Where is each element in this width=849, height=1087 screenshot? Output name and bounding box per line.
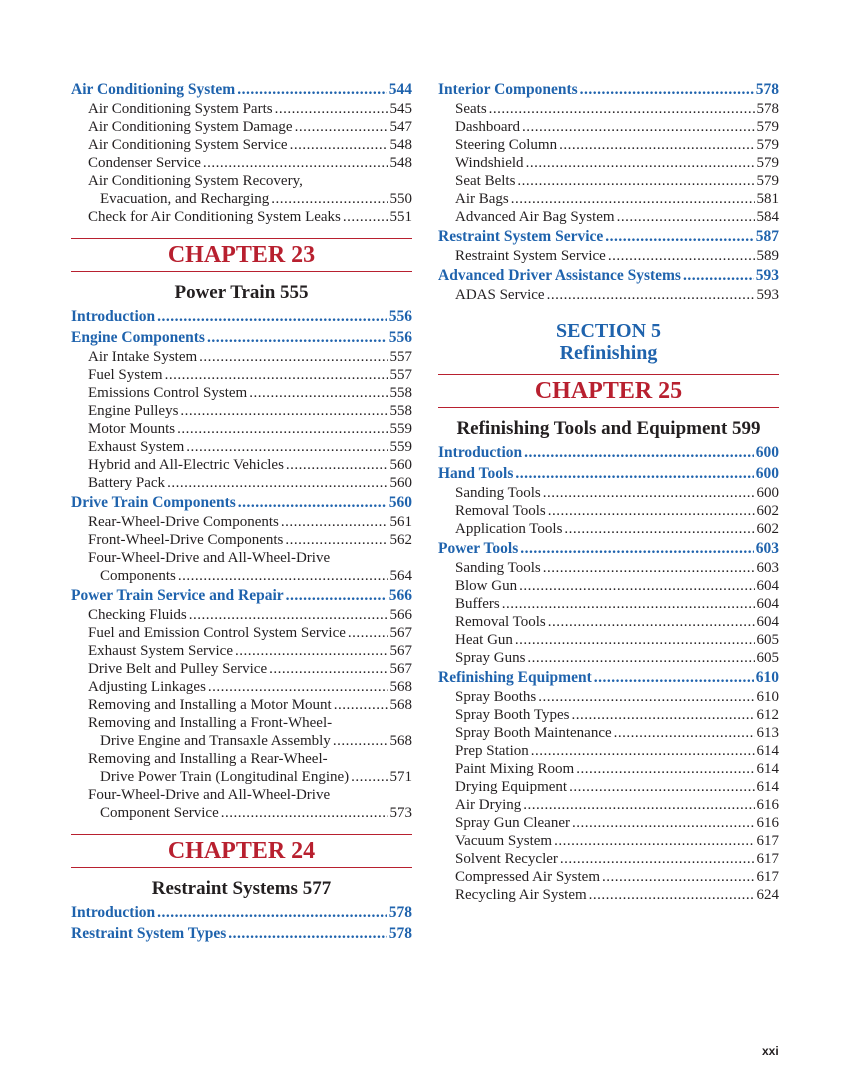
entry-page: 603 [756,560,779,576]
entry-page: 578 [756,101,779,117]
entry-page: 617 [756,869,779,885]
dot-leader [333,732,388,750]
entry-page: 548 [389,137,412,153]
entry-title: Restraint System Types [71,925,227,942]
entry-page: 581 [756,191,779,207]
entry-page: 604 [756,578,779,594]
entry-page: 605 [756,632,779,648]
dot-leader [543,559,755,577]
entry-title: Spray Guns [455,650,526,666]
dot-leader [569,778,754,796]
toc-subentry[interactable] [438,577,779,595]
toc-heading-entry[interactable] [438,442,779,463]
toc-subentry[interactable] [438,502,779,520]
toc-subentry[interactable] [71,438,412,456]
entry-page: 578 [388,904,412,921]
entry-title: Dashboard [455,119,520,135]
entry-title: Battery Pack [88,475,166,491]
toc-subentry[interactable] [438,886,779,904]
entry-title: Steering Column [455,137,558,153]
toc-subentry[interactable] [438,706,779,724]
toc-subentry-continued[interactable] [71,732,412,750]
entry-page: 624 [756,887,779,903]
entry-title: Recycling Air System [455,887,587,903]
dot-leader [178,567,388,585]
dot-leader [517,172,754,190]
entry-title: Spray Booth Maintenance [455,725,612,741]
toc-heading-entry[interactable] [71,902,412,923]
entry-title: Air Intake System [88,349,198,365]
entry-title: Drive Belt and Pulley Service [88,661,268,677]
entry-title: ADAS Service [455,287,545,303]
toc-subentry[interactable] [438,190,779,208]
toc-subentry[interactable] [438,595,779,613]
dot-leader [594,667,754,688]
entry-page: 589 [756,248,779,264]
entry-page: 556 [388,329,412,346]
entry-page: 566 [389,607,412,623]
section-title-line: Refinishing [559,342,658,364]
entry-page: 610 [755,669,779,686]
dot-leader [177,420,387,438]
entry-title: Front-Wheel-Drive Components [88,532,284,548]
entry-title: Restraint System Service [455,248,606,264]
entry-page: 556 [388,308,412,325]
toc-heading-entry[interactable] [71,79,412,100]
entry-title: Introduction [71,904,156,921]
entry-page: 573 [389,805,412,821]
entry-title: Air Conditioning System Damage [88,119,293,135]
dot-leader [526,154,755,172]
dot-leader [157,306,387,327]
entry-title: Removing and Installing a Motor Mount [88,697,332,713]
entry-page: 557 [389,349,412,365]
entry-title: Interior Components [438,81,578,98]
toc-subentry[interactable] [71,642,412,660]
toc-heading-entry[interactable] [71,306,412,327]
entry-page: 560 [389,457,412,473]
entry-page: 568 [389,697,412,713]
dot-leader [602,868,755,886]
entry-title: Buffers [455,596,500,612]
entry-title: Seats [455,101,487,117]
toc-subentry-continued[interactable] [71,768,412,786]
toc-subentry[interactable] [71,402,412,420]
dot-leader [207,327,387,348]
chapter-subtitle: Restraint Systems 577 [151,878,332,899]
entry-title: Fuel System [88,367,163,383]
toc-subentry[interactable] [71,154,412,172]
entry-page: 547 [389,119,412,135]
entry-page: 616 [756,815,779,831]
entry-page: 616 [756,797,779,813]
entry-page: 550 [389,191,412,207]
entry-title: Condenser Service [88,155,201,171]
toc-heading-entry[interactable] [438,463,779,484]
entry-page: 600 [756,485,779,501]
dot-leader [334,696,388,714]
dot-leader [167,474,387,492]
entry-title: Power Tools [438,540,519,557]
toc-subentry[interactable] [71,100,412,118]
toc-heading-entry[interactable] [71,923,412,944]
toc-subentry[interactable] [71,474,412,492]
toc-subentry[interactable] [71,348,412,366]
toc-subentry[interactable] [71,531,412,549]
section-title-line: SECTION 5 [555,320,662,342]
toc-subentry[interactable] [438,814,779,832]
entry-title: Engine Pulleys [88,403,179,419]
dot-leader [343,208,388,226]
entry-page: 551 [389,209,412,225]
entry-title: Removal Tools [455,614,546,630]
toc-subentry[interactable] [71,678,412,696]
entry-page: 614 [756,779,779,795]
dot-leader [524,442,754,463]
toc-subentry[interactable] [71,420,412,438]
entry-page: 568 [389,679,412,695]
entry-title: Sanding Tools [455,485,541,501]
dot-leader [522,118,755,136]
toc-heading-entry[interactable] [71,585,412,606]
entry-title: Refinishing Equipment [438,669,592,686]
toc-subentry[interactable] [71,660,412,678]
entry-title: Check for Air Conditioning System Leaks [88,209,341,225]
dot-leader [617,208,755,226]
entry-page: 578 [388,925,412,942]
entry-page: 593 [756,287,779,303]
toc-subentry[interactable] [438,613,779,631]
dot-leader [559,136,754,154]
entry-title: Air Conditioning System Parts [88,101,273,117]
chapter-subtitle: Refinishing Tools and Equipment 599 [456,418,761,439]
toc-subentry[interactable] [71,118,412,136]
entry-title: Exhaust System Service [88,643,233,659]
dot-leader [543,484,755,502]
dot-leader [538,688,754,706]
entry-title: Air Conditioning System [71,81,236,98]
entry-title: Engine Components [71,329,205,346]
entry-page: 579 [756,137,779,153]
toc-subentry[interactable] [71,366,412,384]
dot-leader [235,642,388,660]
toc-heading-entry[interactable] [438,226,779,247]
dot-leader [605,226,753,247]
toc-heading-entry[interactable] [438,79,779,100]
toc-subentry[interactable] [71,606,412,624]
chapter-title: CHAPTER 24 [71,834,412,868]
toc-subentry[interactable] [438,100,779,118]
entry-title: Paint Mixing Room [455,761,575,777]
dot-leader [286,456,388,474]
entry-page: 579 [756,119,779,135]
dot-leader [238,492,387,513]
entry-title: Compressed Air System [455,869,600,885]
dot-leader [580,79,754,100]
entry-title: Components [100,568,176,584]
entry-page: 568 [389,733,412,749]
entry-page: 560 [388,494,412,511]
dot-leader [237,79,387,100]
dot-leader [157,902,387,923]
entry-page: 613 [756,725,779,741]
entry-page: 587 [755,228,779,245]
dot-leader [489,100,755,118]
entry-page: 617 [756,851,779,867]
toc-subentry-line[interactable]: Air Conditioning System Recovery, [88,173,303,189]
entry-title: Checking Fluids [88,607,187,623]
dot-leader [208,678,388,696]
entry-title: Spray Booths [455,689,537,705]
entry-title: Spray Gun Cleaner [455,815,570,831]
dot-leader [189,606,388,624]
dot-leader [527,649,754,667]
entry-page: 559 [389,421,412,437]
entry-title: Adjusting Linkages [88,679,206,695]
entry-title: Exhaust System [88,439,185,455]
dot-leader [295,118,388,136]
toc-subentry[interactable] [438,688,779,706]
entry-title: Emissions Control System [88,385,248,401]
toc-subentry[interactable] [438,868,779,886]
dot-leader [165,366,388,384]
toc-heading-entry[interactable] [71,492,412,513]
toc-subentry-continued[interactable] [71,804,412,822]
toc-heading-entry[interactable] [438,667,779,688]
dot-leader [548,502,755,520]
toc-subentry[interactable] [438,208,779,226]
toc-subentry-line[interactable]: Four-Wheel-Drive and All-Wheel-Drive [88,550,331,566]
toc-column-left [71,79,412,944]
toc-subentry[interactable] [438,832,779,850]
dot-leader [572,814,755,832]
dot-leader [515,463,753,484]
entry-title: Air Conditioning System Service [88,137,288,153]
dot-leader [523,796,754,814]
toc-subentry[interactable] [438,796,779,814]
dot-leader [548,613,755,631]
entry-title: Fuel and Emission Control System Service [88,625,346,641]
dot-leader [520,538,754,559]
toc-subentry[interactable] [438,154,779,172]
dot-leader [560,850,755,868]
entry-title: Heat Gun [455,632,513,648]
toc-subentry[interactable] [438,724,779,742]
toc-subentry[interactable] [438,172,779,190]
toc-heading-entry[interactable] [438,265,779,286]
toc-heading-entry[interactable] [438,538,779,559]
dot-leader [572,706,755,724]
toc-column-right [438,79,779,904]
entry-title: Introduction [71,308,156,325]
entry-page: 564 [389,568,412,584]
entry-page: 544 [388,81,412,98]
entry-page: 567 [389,661,412,677]
entry-title: Vacuum System [455,833,553,849]
entry-title: Air Bags [455,191,509,207]
toc-subentry[interactable] [438,760,779,778]
dot-leader [203,154,388,172]
entry-title: Hand Tools [438,465,514,482]
entry-page: 548 [389,155,412,171]
entry-title: Motor Mounts [88,421,176,437]
dot-leader [511,190,755,208]
entry-title: Restraint System Service [438,228,604,245]
dot-leader [271,190,387,208]
entry-title: Drive Train Components [71,494,236,511]
entry-title: Rear-Wheel-Drive Components [88,514,279,530]
dot-leader [576,760,754,778]
entry-page: 559 [389,439,412,455]
toc-subentry-line[interactable]: Removing and Installing a Front-Wheel- [88,715,333,731]
entry-title: Advanced Driver Assistance Systems [438,267,681,284]
dot-leader [519,577,754,595]
entry-page: 604 [756,614,779,630]
entry-title: Air Drying [455,797,522,813]
dot-leader [614,724,755,742]
entry-page: 557 [389,367,412,383]
dot-leader [275,100,388,118]
toc-subentry[interactable] [438,247,779,265]
toc-subentry[interactable] [71,456,412,474]
toc-subentry[interactable] [438,286,779,304]
dot-leader [589,886,755,904]
dot-leader [199,348,387,366]
dot-leader [554,832,754,850]
entry-title: Solvent Recycler [455,851,558,867]
dot-leader [351,768,387,786]
toc-subentry[interactable] [71,624,412,642]
entry-page: 561 [389,514,412,530]
entry-page: 545 [389,101,412,117]
dot-leader [348,624,388,642]
entry-title: Introduction [438,444,523,461]
toc-subentry[interactable] [438,520,779,538]
toc-subentry[interactable] [71,513,412,531]
entry-page: 593 [755,267,779,284]
entry-title: Hybrid and All-Electric Vehicles [88,457,284,473]
entry-title: Prep Station [455,743,529,759]
entry-title: Drive Power Train (Longitudinal Engine) [100,769,350,785]
entry-title: Application Tools [455,521,563,537]
toc-subentry-line[interactable]: Four-Wheel-Drive and All-Wheel-Drive [88,787,331,803]
toc-subentry[interactable] [438,136,779,154]
entry-title: Sanding Tools [455,560,541,576]
chapter-title: CHAPTER 25 [438,374,779,408]
entry-page: 600 [755,444,779,461]
toc-subentry[interactable] [438,118,779,136]
entry-page: 567 [389,643,412,659]
toc-subentry-continued[interactable] [71,567,412,585]
entry-title: Seat Belts [455,173,516,189]
dot-leader [564,520,754,538]
toc-subentry-continued[interactable] [71,190,412,208]
entry-page: 604 [756,596,779,612]
entry-title: Advanced Air Bag System [455,209,615,225]
toc-subentry[interactable] [438,649,779,667]
entry-page: 600 [755,465,779,482]
entry-page: 612 [756,707,779,723]
toc-heading-entry[interactable] [71,327,412,348]
dot-leader [186,438,387,456]
entry-page: 558 [389,385,412,401]
entry-page: 617 [756,833,779,849]
entry-title: Component Service [100,805,219,821]
entry-title: Power Train Service and Repair [71,587,284,604]
chapter-title: CHAPTER 23 [71,238,412,272]
entry-page: 558 [389,403,412,419]
toc-subentry[interactable] [71,208,412,226]
dot-leader [547,286,755,304]
toc-subentry[interactable] [438,778,779,796]
entry-page: 562 [389,532,412,548]
dot-leader [221,804,388,822]
entry-page: 614 [756,761,779,777]
toc-subentry[interactable] [438,850,779,868]
entry-page: 566 [388,587,412,604]
dot-leader [228,923,386,944]
section-title [438,320,779,364]
page-number: xxi [762,1044,779,1058]
entry-title: Spray Booth Types [455,707,570,723]
toc-subentry[interactable] [71,384,412,402]
entry-page: 610 [756,689,779,705]
entry-page: 579 [756,173,779,189]
entry-page: 602 [756,521,779,537]
entry-title: Drive Engine and Transaxle Assembly [100,733,331,749]
entry-page: 584 [756,209,779,225]
toc-subentry-line[interactable]: Removing and Installing a Rear-Wheel- [88,751,328,767]
entry-page: 602 [756,503,779,519]
toc-subentry[interactable] [438,631,779,649]
entry-page: 605 [756,650,779,666]
chapter-subtitle: Power Train 555 [174,282,309,303]
entry-page: 614 [756,743,779,759]
entry-title: Drying Equipment [455,779,568,795]
toc-subentry[interactable] [438,742,779,760]
dot-leader [281,513,388,531]
dot-leader [180,402,387,420]
entry-page: 567 [389,625,412,641]
dot-leader [286,585,387,606]
toc-subentry[interactable] [71,136,412,154]
entry-page: 578 [755,81,779,98]
dot-leader [515,631,755,649]
dot-leader [249,384,387,402]
dot-leader [608,247,755,265]
dot-leader [285,531,387,549]
dot-leader [290,136,388,154]
dot-leader [502,595,755,613]
entry-page: 579 [756,155,779,171]
entry-title: Removal Tools [455,503,546,519]
dot-leader [683,265,754,286]
entry-page: 571 [389,769,412,785]
toc-subentry[interactable] [71,696,412,714]
entry-title: Evacuation, and Recharging [100,191,270,207]
entry-page: 603 [755,540,779,557]
toc-subentry[interactable] [438,559,779,577]
toc-subentry[interactable] [438,484,779,502]
entry-title: Blow Gun [455,578,518,594]
dot-leader [531,742,755,760]
entry-title: Windshield [455,155,524,171]
dot-leader [269,660,387,678]
entry-page: 560 [389,475,412,491]
